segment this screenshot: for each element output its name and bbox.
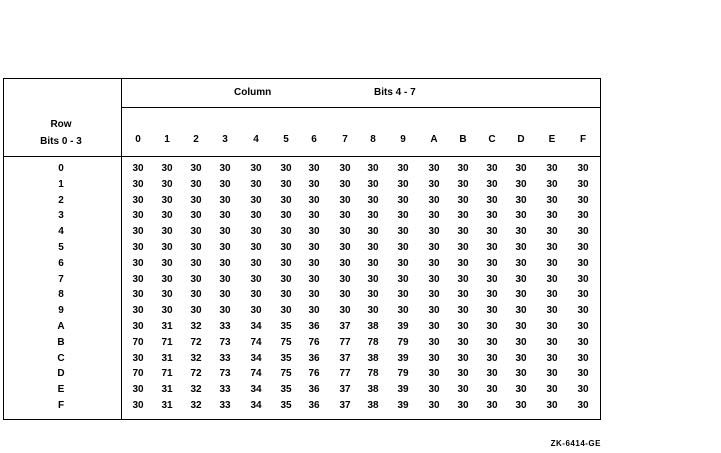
row-label: 4	[58, 226, 64, 238]
figure-caption: ZK-6414-GE	[550, 439, 601, 448]
table-cell: 30	[397, 226, 409, 238]
row-label: E	[57, 384, 65, 396]
table-cell: 76	[308, 336, 320, 348]
column-header: E	[548, 134, 556, 145]
table-cell: 30	[308, 273, 320, 285]
table-cell: 30	[132, 321, 144, 332]
table-cell: 30	[515, 368, 527, 380]
table-cell: 30	[219, 178, 231, 190]
table-cell: 30	[428, 273, 440, 285]
table-cell: 30	[486, 257, 498, 269]
table-cell: 31	[161, 400, 173, 411]
row-label: D	[57, 368, 65, 380]
row-label: 8	[58, 289, 64, 301]
table-cell: 30	[546, 384, 558, 396]
table-cell: 30	[486, 178, 498, 190]
table-cell: 30	[219, 194, 231, 206]
table-cell: 30	[577, 257, 589, 269]
table-cell: 30	[577, 352, 589, 364]
table-cell: 30	[161, 257, 173, 269]
table-cell: 35	[280, 384, 292, 396]
table-cell: 30	[457, 400, 469, 411]
row-label: 5	[58, 242, 64, 253]
column-header: 1	[164, 134, 170, 145]
table-cell: 30	[577, 289, 589, 301]
table-cell: 30	[577, 305, 589, 317]
table-cell: 30	[161, 163, 173, 174]
table-cell: 30	[339, 163, 351, 174]
table-cell: 30	[577, 368, 589, 380]
table-cell: 30	[515, 163, 527, 174]
column-header: 3	[222, 134, 228, 145]
table-cell: 30	[161, 289, 173, 301]
table-cell: 30	[161, 273, 173, 285]
table-cell: 35	[280, 352, 292, 364]
table-cell: 30	[219, 163, 231, 174]
table-cell: 30	[161, 210, 173, 222]
table-cell: 30	[457, 210, 469, 222]
header-body-divider	[4, 156, 600, 157]
table-cell: 30	[577, 242, 589, 253]
table-cell: 30	[190, 226, 202, 238]
column-header: C	[488, 134, 496, 145]
table-cell: 34	[250, 352, 262, 364]
table-cell: 78	[367, 336, 379, 348]
table-cell: 30	[339, 210, 351, 222]
table-cell: 70	[132, 336, 144, 348]
table-cell: 30	[308, 194, 320, 206]
table-cell: 30	[486, 400, 498, 411]
table-cell: 30	[190, 257, 202, 269]
table-cell: 34	[250, 400, 262, 411]
table-cell: 39	[397, 384, 409, 396]
table-cell: 30	[428, 305, 440, 317]
table-cell: 30	[219, 289, 231, 301]
column-header: B	[459, 134, 467, 145]
table-cell: 30	[546, 321, 558, 332]
bits-lo-label: Bits 0 - 3	[40, 136, 82, 147]
table-cell: 35	[280, 400, 292, 411]
table-cell: 30	[428, 352, 440, 364]
table-cell: 30	[515, 273, 527, 285]
table-cell: 39	[397, 400, 409, 411]
table-cell: 30	[219, 273, 231, 285]
table-cell: 30	[546, 336, 558, 348]
table-cell: 30	[339, 305, 351, 317]
table-cell: 30	[546, 210, 558, 222]
column-header: 6	[311, 134, 317, 145]
table-cell: 30	[367, 178, 379, 190]
table-cell: 34	[250, 321, 262, 332]
table-cell: 30	[577, 321, 589, 332]
table-cell: 30	[546, 273, 558, 285]
table-cell: 30	[577, 273, 589, 285]
table-cell: 30	[132, 289, 144, 301]
table-cell: 30	[515, 210, 527, 222]
table-cell: 30	[250, 242, 262, 253]
row-label: F	[57, 400, 65, 411]
table-cell: 30	[428, 257, 440, 269]
table-cell: 30	[339, 257, 351, 269]
table-cell: 30	[308, 163, 320, 174]
table-cell: 30	[486, 336, 498, 348]
table-cell: 30	[546, 242, 558, 253]
row-label: 6	[58, 257, 64, 269]
table-cell: 34	[250, 384, 262, 396]
table-cell: 30	[546, 400, 558, 411]
table-cell: 30	[486, 273, 498, 285]
table-cell: 30	[546, 257, 558, 269]
table-cell: 30	[486, 368, 498, 380]
table-cell: 30	[457, 305, 469, 317]
table-cell: 76	[308, 368, 320, 380]
table-cell: 30	[486, 242, 498, 253]
table-cell: 30	[486, 194, 498, 206]
column-header: 7	[342, 134, 348, 145]
table-cell: 30	[250, 273, 262, 285]
table-cell: 31	[161, 321, 173, 332]
table-cell: 37	[339, 321, 351, 332]
table-cell: 30	[457, 273, 469, 285]
table-cell: 30	[428, 163, 440, 174]
table-cell: 73	[219, 336, 231, 348]
table-cell: 30	[132, 400, 144, 411]
table-cell: 30	[161, 194, 173, 206]
table-cell: 71	[161, 336, 173, 348]
table-cell: 37	[339, 400, 351, 411]
table-cell: 30	[308, 178, 320, 190]
table-cell: 30	[132, 273, 144, 285]
table-cell: 30	[219, 257, 231, 269]
table-cell: 30	[428, 242, 440, 253]
table-cell: 30	[428, 400, 440, 411]
table-cell: 30	[280, 273, 292, 285]
table-cell: 30	[219, 242, 231, 253]
table-cell: 30	[546, 289, 558, 301]
table-cell: 30	[280, 226, 292, 238]
table-cell: 30	[280, 178, 292, 190]
table-cell: 30	[515, 352, 527, 364]
table-cell: 30	[280, 163, 292, 174]
table-cell: 38	[367, 352, 379, 364]
table-cell: 30	[457, 257, 469, 269]
table-cell: 33	[219, 352, 231, 364]
column-header: D	[517, 134, 525, 145]
table-cell: 30	[457, 163, 469, 174]
row-label: 9	[58, 305, 64, 317]
table-cell: 30	[457, 178, 469, 190]
table-cell: 30	[457, 194, 469, 206]
table-cell: 30	[367, 242, 379, 253]
table-cell: 79	[397, 336, 409, 348]
row-label: C	[57, 352, 65, 364]
table-cell: 30	[486, 384, 498, 396]
column-header: A	[430, 134, 438, 145]
table-cell: 39	[397, 321, 409, 332]
table-cell: 30	[308, 242, 320, 253]
table-cell: 30	[280, 305, 292, 317]
table-cell: 30	[280, 242, 292, 253]
table-cell: 30	[339, 273, 351, 285]
table-cell: 30	[577, 178, 589, 190]
table-cell: 30	[190, 210, 202, 222]
table-cell: 30	[546, 226, 558, 238]
table-cell: 30	[546, 305, 558, 317]
row-label: 0	[58, 163, 64, 174]
table-cell: 31	[161, 352, 173, 364]
table-cell: 30	[250, 178, 262, 190]
table-cell: 30	[428, 368, 440, 380]
table-cell: 38	[367, 384, 379, 396]
table-cell: 30	[367, 273, 379, 285]
row-label: 2	[58, 194, 64, 206]
table-cell: 30	[546, 194, 558, 206]
table-cell: 30	[367, 194, 379, 206]
column-header: F	[579, 134, 587, 145]
table-cell: 30	[161, 242, 173, 253]
table-cell: 30	[219, 210, 231, 222]
table-cell: 30	[457, 226, 469, 238]
table-cell: 30	[397, 242, 409, 253]
table-cell: 30	[280, 210, 292, 222]
table-cell: 30	[577, 210, 589, 222]
table-cell: 30	[219, 305, 231, 317]
table-cell: 33	[219, 384, 231, 396]
table-cell: 79	[397, 368, 409, 380]
row-label: A	[57, 321, 65, 332]
table-cell: 30	[339, 289, 351, 301]
table-cell: 30	[367, 226, 379, 238]
table-cell: 77	[339, 336, 351, 348]
table-cell: 72	[190, 336, 202, 348]
table-cell: 30	[308, 210, 320, 222]
table-cell: 30	[577, 400, 589, 411]
row-label: B	[57, 336, 65, 348]
table-cell: 30	[515, 336, 527, 348]
table-cell: 30	[161, 178, 173, 190]
table-cell: 30	[428, 194, 440, 206]
table-cell: 30	[132, 178, 144, 190]
column-header-divider	[121, 107, 600, 108]
table-cell: 30	[308, 289, 320, 301]
table-cell: 30	[280, 289, 292, 301]
table-cell: 32	[190, 400, 202, 411]
row-label: Row	[50, 119, 72, 130]
lookup-table	[3, 78, 601, 420]
table-cell: 30	[428, 210, 440, 222]
table-cell: 30	[486, 163, 498, 174]
table-cell: 30	[190, 178, 202, 190]
table-cell: 30	[190, 305, 202, 317]
table-cell: 30	[397, 163, 409, 174]
table-cell: 77	[339, 368, 351, 380]
table-cell: 72	[190, 368, 202, 380]
row-label: 7	[58, 273, 64, 285]
table-cell: 30	[280, 257, 292, 269]
row-header-divider	[121, 79, 122, 419]
table-cell: 30	[190, 242, 202, 253]
table-cell: 30	[457, 289, 469, 301]
table-cell: 30	[457, 352, 469, 364]
table-cell: 30	[190, 163, 202, 174]
table-cell: 73	[219, 368, 231, 380]
column-header: 4	[253, 134, 259, 145]
table-cell: 30	[546, 368, 558, 380]
table-cell: 30	[546, 352, 558, 364]
column-header: 9	[400, 134, 406, 145]
table-cell: 74	[250, 368, 262, 380]
table-cell: 30	[515, 226, 527, 238]
table-cell: 33	[219, 321, 231, 332]
table-cell: 75	[280, 336, 292, 348]
table-cell: 30	[190, 194, 202, 206]
table-cell: 78	[367, 368, 379, 380]
table-cell: 30	[132, 226, 144, 238]
table-cell: 30	[132, 257, 144, 269]
table-cell: 37	[339, 384, 351, 396]
table-cell: 30	[428, 384, 440, 396]
column-header: 8	[370, 134, 376, 145]
table-cell: 32	[190, 352, 202, 364]
table-cell: 30	[190, 273, 202, 285]
table-cell: 31	[161, 384, 173, 396]
table-cell: 30	[546, 178, 558, 190]
table-cell: 30	[190, 289, 202, 301]
table-cell: 30	[457, 242, 469, 253]
table-cell: 30	[486, 210, 498, 222]
table-cell: 30	[250, 226, 262, 238]
table-cell: 30	[132, 242, 144, 253]
table-cell: 30	[577, 336, 589, 348]
table-cell: 74	[250, 336, 262, 348]
table-cell: 30	[457, 368, 469, 380]
table-cell: 30	[486, 305, 498, 317]
table-cell: 39	[397, 352, 409, 364]
table-cell: 30	[428, 226, 440, 238]
table-cell: 30	[339, 242, 351, 253]
table-cell: 30	[515, 178, 527, 190]
table-cell: 30	[397, 289, 409, 301]
column-header: 2	[193, 134, 199, 145]
table-cell: 71	[161, 368, 173, 380]
table-cell: 30	[132, 194, 144, 206]
table-cell: 30	[132, 352, 144, 364]
bits-hi-label: Bits 4 - 7	[374, 87, 416, 98]
table-cell: 30	[397, 305, 409, 317]
table-cell: 30	[280, 194, 292, 206]
table-cell: 30	[339, 194, 351, 206]
table-cell: 36	[308, 321, 320, 332]
table-cell: 30	[250, 194, 262, 206]
table-cell: 30	[132, 210, 144, 222]
table-cell: 33	[219, 400, 231, 411]
table-cell: 30	[397, 178, 409, 190]
table-cell: 30	[486, 321, 498, 332]
table-cell: 37	[339, 352, 351, 364]
table-cell: 30	[457, 336, 469, 348]
table-cell: 30	[577, 194, 589, 206]
table-cell: 30	[546, 163, 558, 174]
table-cell: 30	[367, 305, 379, 317]
table-cell: 30	[397, 273, 409, 285]
table-cell: 30	[219, 226, 231, 238]
table-cell: 30	[515, 194, 527, 206]
table-cell: 30	[457, 321, 469, 332]
table-cell: 38	[367, 321, 379, 332]
row-label: 1	[58, 178, 64, 190]
table-cell: 30	[367, 210, 379, 222]
table-cell: 36	[308, 384, 320, 396]
table-cell: 30	[428, 289, 440, 301]
table-cell: 30	[250, 163, 262, 174]
table-cell: 32	[190, 384, 202, 396]
table-cell: 38	[367, 400, 379, 411]
table-cell: 30	[132, 305, 144, 317]
table-cell: 30	[515, 257, 527, 269]
table-cell: 30	[250, 210, 262, 222]
table-cell: 30	[308, 226, 320, 238]
table-cell: 30	[428, 321, 440, 332]
table-cell: 30	[132, 163, 144, 174]
table-cell: 35	[280, 321, 292, 332]
table-cell: 30	[577, 384, 589, 396]
table-cell: 30	[486, 226, 498, 238]
table-cell: 70	[132, 368, 144, 380]
table-cell: 30	[515, 321, 527, 332]
table-cell: 30	[486, 352, 498, 364]
table-cell: 30	[308, 257, 320, 269]
table-cell: 30	[161, 305, 173, 317]
table-cell: 30	[428, 336, 440, 348]
table-cell: 30	[515, 305, 527, 317]
table-cell: 30	[339, 226, 351, 238]
table-cell: 30	[161, 226, 173, 238]
table-cell: 30	[250, 305, 262, 317]
table-cell: 30	[339, 178, 351, 190]
column-label: Column	[234, 87, 272, 98]
table-cell: 30	[308, 305, 320, 317]
table-cell: 30	[515, 400, 527, 411]
table-cell: 30	[367, 163, 379, 174]
table-cell: 30	[397, 194, 409, 206]
table-cell: 32	[190, 321, 202, 332]
table-cell: 30	[577, 226, 589, 238]
table-cell: 30	[515, 384, 527, 396]
table-cell: 30	[250, 289, 262, 301]
table-cell: 30	[367, 289, 379, 301]
table-cell: 30	[577, 163, 589, 174]
table-cell: 36	[308, 352, 320, 364]
table-cell: 30	[515, 289, 527, 301]
table-cell: 75	[280, 368, 292, 380]
row-label: 3	[58, 210, 64, 222]
table-cell: 30	[428, 178, 440, 190]
table-cell: 30	[397, 257, 409, 269]
table-cell: 30	[457, 384, 469, 396]
table-cell: 30	[515, 242, 527, 253]
table-cell: 30	[132, 384, 144, 396]
table-cell: 30	[367, 257, 379, 269]
column-header: 5	[283, 134, 289, 145]
table-cell: 30	[250, 257, 262, 269]
table-cell: 30	[486, 289, 498, 301]
table-cell: 30	[397, 210, 409, 222]
table-cell: 36	[308, 400, 320, 411]
column-header: 0	[135, 134, 141, 145]
